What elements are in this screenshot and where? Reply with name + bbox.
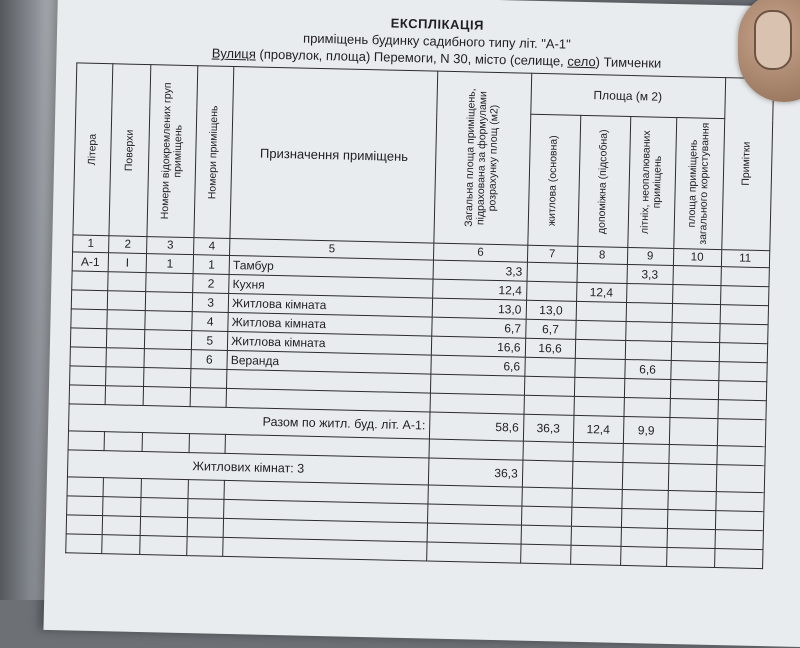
header-area-group: Площа (м 2): [530, 73, 725, 118]
cell-room-name: Кухня: [229, 274, 433, 298]
cell-summer: 3,3: [627, 264, 673, 284]
cell-note: [718, 362, 766, 382]
cell-room-name: Житлова кімната: [228, 312, 432, 336]
col-num: 1: [73, 235, 109, 253]
cell-floor: [107, 310, 145, 330]
summary-living: 36,3: [523, 414, 574, 442]
cell-summer: [625, 340, 671, 360]
cell-common: [671, 342, 719, 362]
cell-note: [720, 286, 768, 306]
col-num: 5: [230, 238, 434, 260]
cell-group: 1: [146, 254, 194, 274]
cell-group: [144, 330, 192, 350]
cell-common: [672, 285, 720, 305]
cell-aux: [574, 358, 624, 378]
living-rooms-area: 36,3: [429, 458, 523, 487]
document-sheet: [43, 0, 800, 648]
cell-floor: І: [108, 253, 146, 273]
document-title: ЕКСПЛІКАЦІЯ: [390, 15, 485, 33]
cell-room-number: 6: [191, 350, 227, 370]
cell-litera: [72, 271, 108, 291]
cell-note: [720, 305, 768, 325]
thumbnail-nail: [754, 10, 792, 70]
cell-summer: [625, 321, 671, 341]
street-text: (провулок, площа) Перемоги, N 30, місто (селище,: [259, 46, 568, 69]
cell-room-number: 1: [193, 255, 229, 275]
address-tail: ) Тимченки: [595, 54, 662, 71]
cell-total: 13,0: [432, 298, 526, 319]
cell-litera: [70, 347, 106, 367]
cell-litera: [70, 328, 106, 348]
cell-total: 12,4: [433, 279, 527, 300]
header-room-numbers: Номери приміщень: [194, 66, 234, 239]
col-num: 10: [673, 249, 721, 267]
summary-summer: 9,9: [623, 416, 670, 444]
cell-note: [719, 324, 767, 344]
cell-living: 6,7: [525, 319, 575, 339]
summary-aux: 12,4: [573, 415, 624, 443]
header-purpose: Призначення приміщень: [230, 67, 438, 244]
cell-aux: [575, 339, 625, 359]
cell-room-number: 5: [192, 331, 228, 351]
cell-summer: 6,6: [624, 359, 670, 379]
cell-aux: [575, 320, 625, 340]
col-num: 2: [109, 236, 147, 254]
header-living: житлова (основна): [527, 114, 580, 246]
document-subtitle: приміщень будинку садибного типу літ. "А-1": [302, 30, 571, 52]
cell-summer: [626, 283, 672, 303]
summary-total: 58,6: [430, 412, 524, 441]
header-auxiliary: допоміжна (підсобна): [577, 115, 630, 247]
cell-note: [721, 267, 769, 287]
cell-group: [144, 349, 192, 369]
col-num: 6: [434, 243, 528, 262]
cell-room-number: 2: [193, 274, 229, 294]
header-group-numbers: Номери відокремлених груп приміщень: [147, 65, 198, 238]
cell-room-number: 4: [192, 312, 228, 332]
cell-floor: [108, 272, 146, 292]
header-notes: Примітки: [721, 78, 773, 251]
cell-room-number: 3: [192, 293, 228, 313]
header-common: площа приміщень загального користування: [673, 118, 724, 250]
cell-living: 16,6: [525, 338, 575, 358]
cell-common: [672, 304, 720, 324]
cell-litera: А-1: [72, 252, 108, 272]
cell-floor: [107, 291, 145, 311]
col-num: 3: [147, 237, 195, 255]
cell-total: 6,7: [432, 317, 526, 338]
header-total-area: Загальна площа приміщень, підрахована за формулами розрахунку площ (м2): [434, 71, 531, 245]
cell-group: [146, 273, 194, 293]
cell-living: [526, 281, 576, 301]
cell-total: 16,6: [432, 336, 526, 357]
cell-room-name: Веранда: [227, 350, 431, 374]
cell-aux: [577, 263, 627, 283]
col-num: 11: [721, 250, 769, 268]
cell-living: [527, 262, 577, 282]
cell-litera: [71, 290, 107, 310]
cell-aux: [576, 301, 626, 321]
cell-living: 13,0: [526, 300, 576, 320]
cell-common: [671, 323, 719, 343]
cell-total: 6,6: [431, 355, 525, 376]
cell-floor: [106, 348, 144, 368]
cell-room-name: Житлова кімната: [228, 293, 432, 317]
cell-common: [673, 266, 721, 286]
cell-summer: [626, 302, 672, 322]
cell-room-name: Тамбур: [229, 255, 433, 279]
header-summer: літніх, неопалюваних приміщень: [627, 117, 676, 249]
cell-room-name: Житлова кімната: [228, 331, 432, 355]
cell-aux: 12,4: [576, 282, 626, 302]
explication-table: [65, 62, 774, 569]
col-num: 8: [577, 246, 627, 264]
village-word: село: [567, 53, 596, 70]
cell-common: [670, 360, 718, 380]
cell-living: [524, 357, 574, 377]
cell-litera: [71, 309, 107, 329]
cell-floor: [106, 329, 144, 349]
living-rooms-label: Житлових кімнат: 3: [67, 450, 429, 485]
street-word: Вулиця: [211, 45, 257, 62]
col-num: 9: [627, 247, 673, 265]
header-litera: Літера: [73, 63, 113, 236]
col-num: 4: [194, 238, 230, 256]
header-floors: Поверхи: [109, 64, 151, 237]
col-num: 7: [527, 245, 577, 263]
cell-total: 3,3: [433, 260, 527, 281]
cell-group: [145, 311, 193, 331]
cell-group: [145, 292, 193, 312]
summary-label: Разом по житл. буд. літ. А-1:: [69, 404, 431, 439]
cell-note: [719, 343, 767, 363]
